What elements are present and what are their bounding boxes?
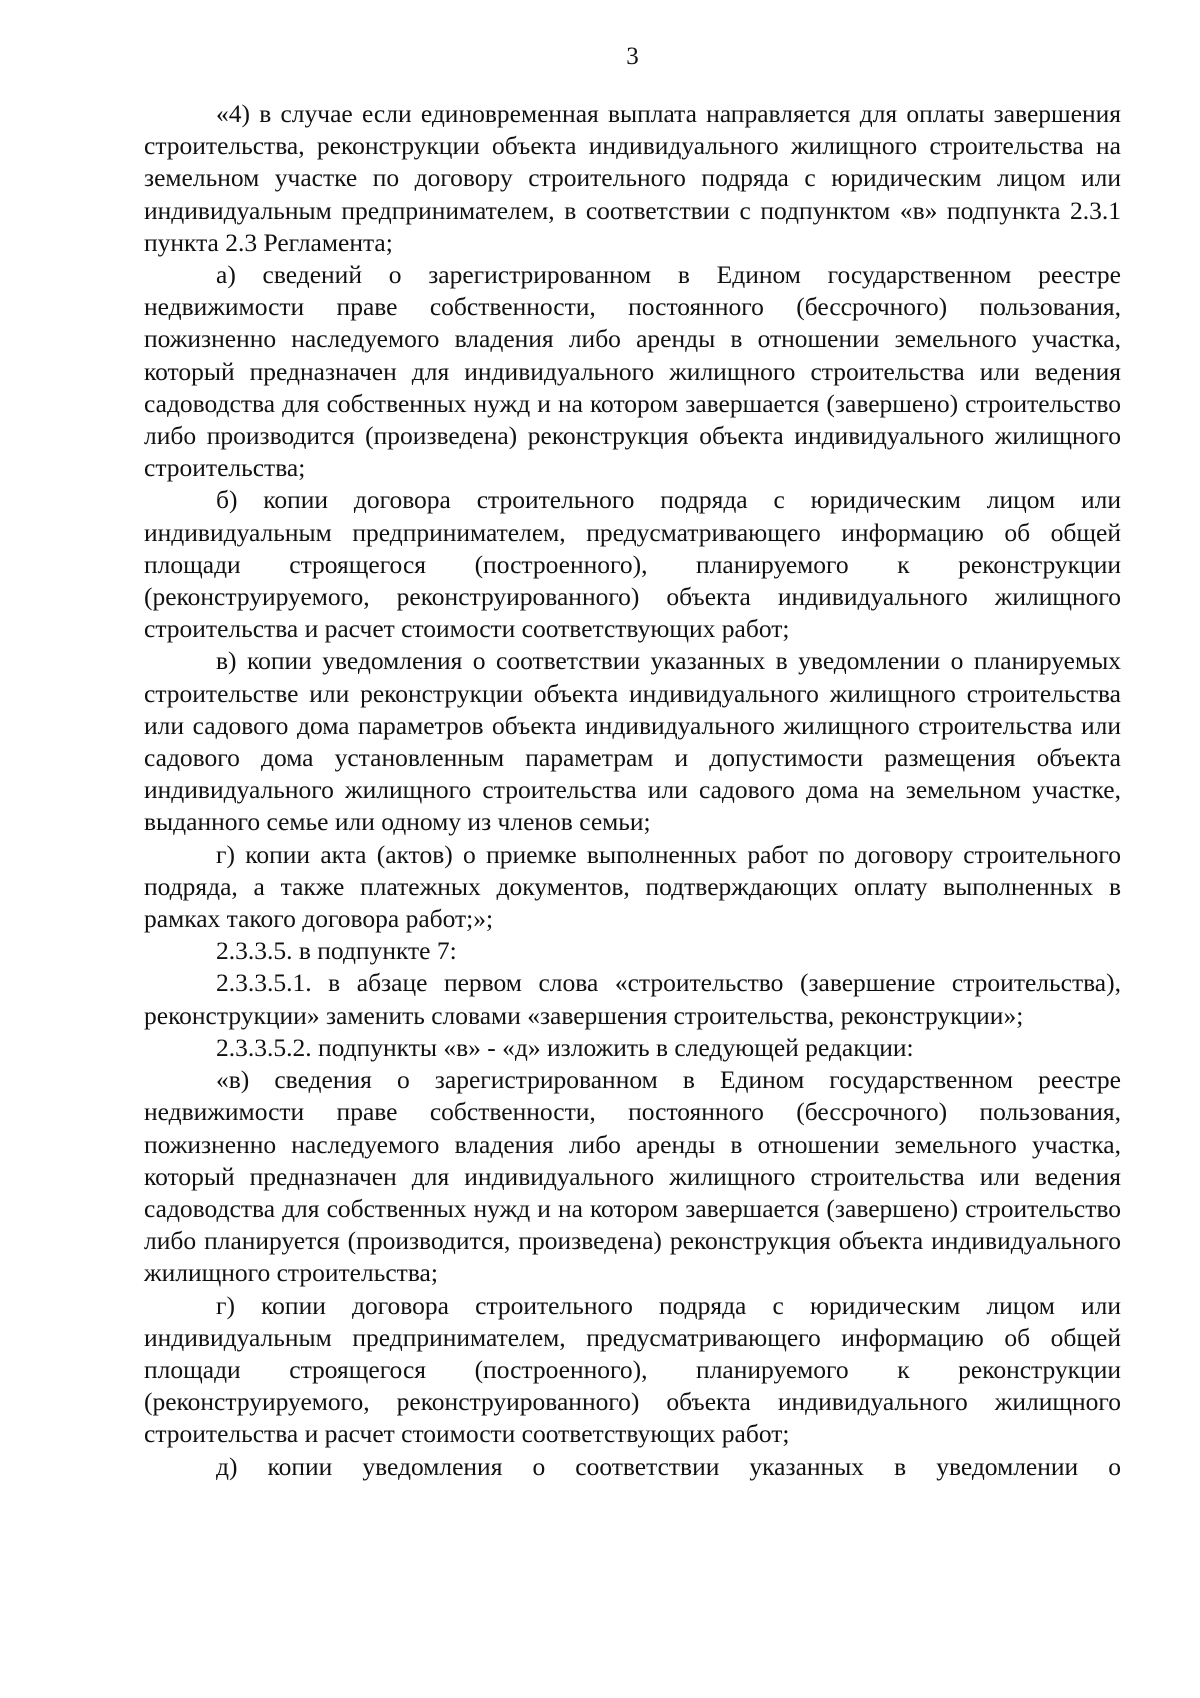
paragraph-new-subitem-v: «в) сведения о зарегистрированном в Едином государственном реестре недвижимости праве собственности, постоянного (бессрочного) пользования, пожизненно наследуемого владения либо аренды в отношении земельного участка, который предназначен для индивидуального жилищного строительства или ведения садоводства для собственных нужд и на котором завершается (завершено) строительство либо планируется (производится, произведена) реконструкция объекта индивидуального жилищного строительства; — [144, 1065, 1121, 1288]
paragraph-2-3-3-5-2: 2.3.3.5.2. подпункты «в» - «д» изложить в следующей редакции: — [216, 1032, 914, 1062]
paragraph-item-4-intro: «4) в случае если единовременная выплата направляется для оплаты завершения строительства, реконструкции объекта индивидуального жилищного строительства на земельном участке по договору строительного подряда с юридическим лицом или индивидуальным предпринимателем, в соответствии с подпунктом «в» подпункта 2.3.1 пункта 2.3 Регламента; — [144, 99, 1121, 257]
paragraph-subitem-v-notice-copy: в) копии уведомления о соответствии указанных в уведомлении о планируемых строительстве или реконструкции объекта индивидуального жилищного строительства или садового дома параметров объекта индивидуального жилищного строительства или садового дома установленным параметрам и допустимости размещения объекта индивидуального жилищного строительства или садового дома на земельном участке, выданного семье или одному из членов семьи; — [144, 646, 1121, 837]
paragraph-subitem-a-land-rights: а) сведений о зарегистрированном в Едином государственном реестре недвижимости праве собственности, постоянного (бессрочного) пользования, пожизненно наследуемого владения либо аренды в отношении земельного участка, который предназначен для индивидуального жилищного строительства или ведения садоводства для собственных нужд и на котором завершается (завершено) строительство либо производится (произведена) реконструкция объекта индивидуального жилищного строительства; — [144, 260, 1121, 483]
paragraph-subitem-g-acceptance-act: г) копии акта (актов) о приемке выполненных работ по договору строительного подряда, а также платежных документов, подтверждающих оплату выполненных в рамках такого договора работ;»; — [144, 839, 1121, 934]
document-body — [144, 98, 1121, 1483]
page-number: 3 — [626, 43, 639, 70]
paragraph-subitem-b-contract-copy: б) копии договора строительного подряда с юридическим лицом или индивидуальным предпринимателем, предусматривающего информацию об общей площади строящегося (построенного), планируемого к реконструкции (реконструируемого, реконструированного) объекта индивидуального жилищного строительства и расчет стоимости соответствующих работ; — [144, 485, 1121, 644]
paragraph-2-3-3-5-1: 2.3.3.5.1. в абзаце первом слова «строительство (завершение строительства), реконструкции» заменить словами «завершения строительства, реконструкции»; — [144, 968, 1121, 1030]
paragraph-new-subitem-d: д) копии уведомления о соответствии указанных в уведомлении о — [216, 1451, 1121, 1481]
paragraph-2-3-3-5: 2.3.3.5. в подпункте 7: — [216, 936, 457, 966]
paragraph-new-subitem-g: г) копии договора строительного подряда с юридическим лицом или индивидуальным предпринимателем, предусматривающего информацию об общей площади строящегося (построенного), планируемого к реконструкции (реконструируемого, реконструированного) объекта индивидуального жилищного строительства и расчет стоимости соответствующих работ; — [144, 1290, 1121, 1449]
